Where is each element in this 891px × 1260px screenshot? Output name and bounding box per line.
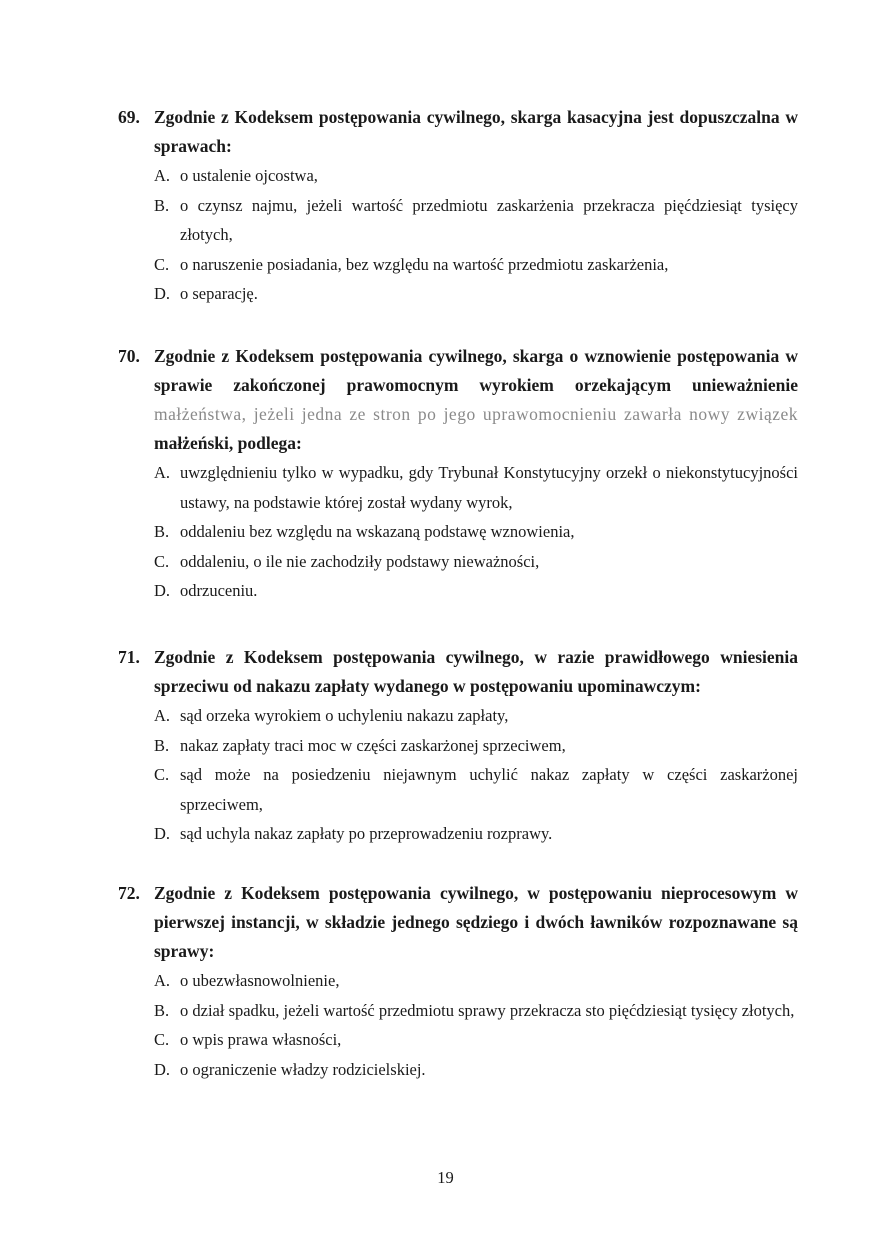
answer-option [118, 161, 798, 191]
answer-letter: D. [154, 824, 171, 843]
answer-text: o ograniczenie władzy rodzicielskiej. [180, 1059, 426, 1079]
answer-list [118, 966, 798, 1084]
page-number: 19 [437, 1168, 454, 1187]
answer-text: sąd może na posiedzeniu niejawnym uchylić nakaz zapłaty w części zaskarżonej sprzeciwem, [180, 765, 798, 814]
answer-text: o ustalenie ojcostwa, [180, 166, 318, 185]
answer-list [118, 458, 798, 606]
answer-text: o separację. [180, 284, 258, 303]
answer-text: oddaleniu, o ile nie zachodziły podstawy nieważności, [180, 551, 540, 571]
question-number: 69. [118, 107, 140, 127]
answer-option [118, 731, 798, 761]
answer-text: sąd uchyla nakaz zapłaty po przeprowadzeniu rozprawy. [180, 824, 553, 843]
question-text: Zgodnie z Kodeksem postępowania cywilnego, w razie prawidłowego wniesienia sprzeciwu od nakazu zapłaty wydanego w postępowaniu upominawczym: [154, 647, 798, 696]
answer-option [118, 279, 798, 309]
answer-text: o naruszenie posiadania, bez względu na wartość przedmiotu zaskarżenia, [180, 254, 669, 274]
question-text-part: małżeński, podlega: [154, 433, 302, 453]
answer-list [118, 161, 798, 309]
answer-letter: D. [154, 284, 171, 303]
answer-text: odrzuceniu. [180, 581, 258, 600]
answer-text: o wpis prawa własności, [180, 1030, 342, 1049]
question-text-faded-part: małżeństwa, jeżeli jedna ze stron po jego uprawomocnieniu zawarła nowy związek [154, 404, 798, 424]
answer-letter: B. [154, 195, 170, 215]
answer-option [118, 701, 798, 731]
answer-option [118, 458, 798, 517]
question-number: 72. [118, 883, 140, 903]
question-text: Zgodnie z Kodeksem postępowania cywilnego, skarga kasacyjna jest dopuszczalna w sprawach: [154, 107, 798, 156]
answer-letter: B. [154, 735, 170, 755]
answer-letter: B. [154, 1000, 170, 1020]
answer-option [118, 996, 798, 1026]
question-71 [118, 643, 798, 849]
answer-option [118, 191, 798, 250]
answer-option [118, 250, 798, 280]
answer-text: sąd orzeka wyrokiem o uchyleniu nakazu zapłaty, [180, 706, 509, 725]
answer-text: uwzględnieniu tylko w wypadku, gdy Trybunał Konstytucyjny orzekł o niekonstytucyjności ustawy, na podstawie której został wydany wyrok, [180, 463, 798, 512]
question-number: 71. [118, 647, 140, 667]
answer-option [118, 517, 798, 547]
answer-text: oddaleniu bez względu na wskazaną podstawę wznowienia, [180, 522, 575, 541]
answer-letter: A. [154, 463, 171, 482]
answer-text: o czynsz najmu, jeżeli wartość przedmiotu zaskarżenia przekracza pięćdziesiąt tysięcy złotych, [180, 195, 798, 244]
question-heading [118, 103, 798, 161]
answer-letter: C. [154, 551, 170, 571]
question-heading [118, 879, 798, 966]
answer-letter: B. [154, 522, 170, 541]
answer-letter: D. [154, 581, 171, 600]
answer-option [118, 547, 798, 577]
answer-text: o dział spadku, jeżeli wartość przedmiotu sprawy przekracza sto pięćdziesiąt tysięcy złotych, [180, 1000, 795, 1020]
answer-option [118, 760, 798, 819]
answer-option [118, 819, 798, 849]
answer-letter: C. [154, 254, 170, 274]
question-72 [118, 879, 798, 1084]
question-number: 70. [118, 346, 140, 366]
question-heading [118, 342, 798, 458]
question-text-part: Zgodnie z Kodeksem postępowania cywilnego, skarga o wznowienie postępowania w sprawie zakończonej prawomocnym wyrokiem orzekającym unieważnienie [154, 346, 798, 395]
answer-letter: C. [154, 1030, 170, 1049]
answer-option [118, 966, 798, 996]
answer-text: nakaz zapłaty traci moc w części zaskarżonej sprzeciwem, [180, 735, 566, 755]
question-70 [118, 342, 798, 606]
answer-text: o ubezwłasnowolnienie, [180, 971, 340, 990]
answer-letter: A. [154, 706, 171, 725]
answer-option [118, 576, 798, 606]
answer-letter: C. [154, 765, 170, 784]
answer-list [118, 701, 798, 849]
question-text [154, 342, 798, 458]
answer-option [118, 1025, 798, 1055]
question-text: Zgodnie z Kodeksem postępowania cywilnego, w postępowaniu nieprocesowym w pierwszej instancji, w składzie jednego sędziego i dwóch ławników rozpoznawane są sprawy: [154, 883, 798, 961]
answer-letter: A. [154, 971, 171, 990]
answer-option [118, 1055, 798, 1085]
answer-letter: D. [154, 1059, 171, 1079]
question-heading [118, 643, 798, 701]
answer-letter: A. [154, 166, 171, 185]
question-69 [118, 103, 798, 309]
